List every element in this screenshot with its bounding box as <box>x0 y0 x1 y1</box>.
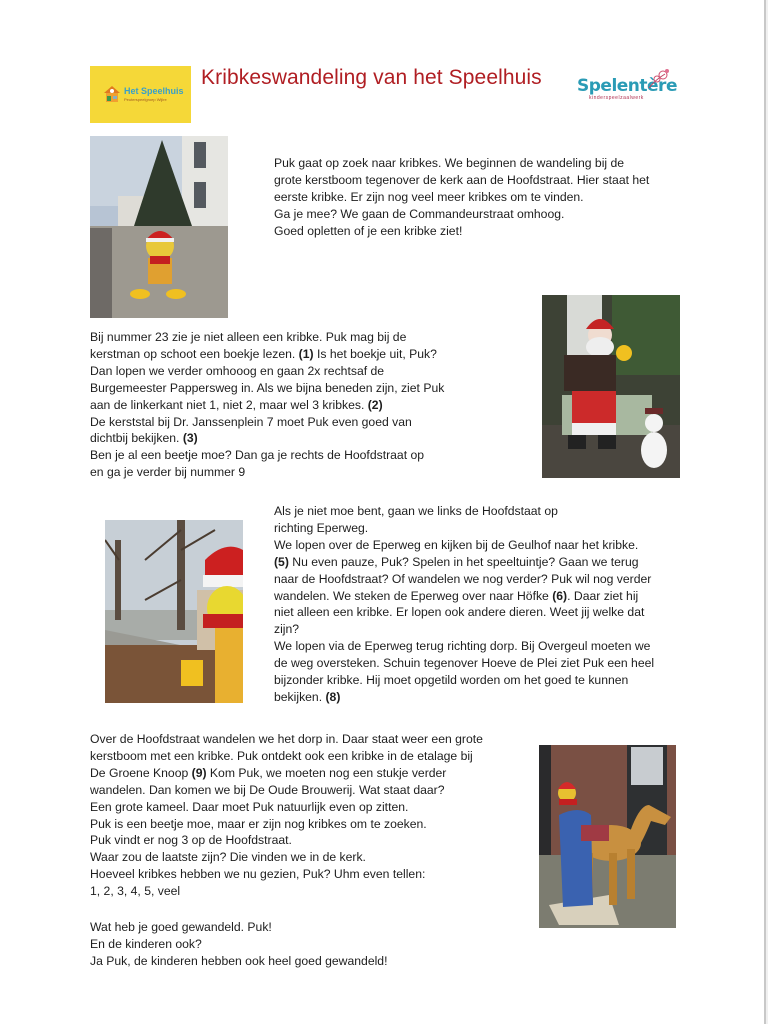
page-title: Kribkeswandeling van het Speelhuis <box>201 66 542 89</box>
text-line <box>90 414 444 431</box>
text-line: Wat heb je goed gewandeld. Puk! <box>90 920 272 934</box>
text-line <box>274 672 654 689</box>
text-line: En de kinderen ook? <box>90 936 202 951</box>
text-line: eerste kribke. Er zijn nog veel meer kribkes om te vinden. <box>274 189 584 204</box>
text-line <box>274 571 654 588</box>
line-text: dichtbij bekijken. <box>90 431 183 446</box>
text-line <box>90 849 483 866</box>
text-line <box>274 503 654 520</box>
text-line <box>90 731 483 748</box>
photo-haag <box>105 520 243 703</box>
text-line <box>90 866 483 883</box>
line-text: Ben je al een beetje moe? Dan ga je rechts de Hoofdstraat op <box>90 448 425 463</box>
marker-number: (6) <box>552 588 568 603</box>
marker-number: (8) <box>325 689 341 704</box>
logo-left-name: Het Speelhuis <box>124 86 184 96</box>
section-hoofdstraat <box>90 731 483 900</box>
text-line: Ga je mee? We gaan de Commandeurstraat omhoog. <box>274 206 565 221</box>
line-text: Waar zou de laatste zijn? Die vinden we in de kerk. <box>90 850 366 865</box>
text-line: Ja Puk, de kinderen hebben ook heel goed gewandeld! <box>90 953 388 968</box>
photo-kerstboom <box>90 136 228 318</box>
line-text: richting Eperweg. <box>274 520 369 535</box>
line-text: Burgemeester Pappersweg in. Als we bijna beneden zijn, ziet Puk <box>90 380 445 395</box>
kameel-photo-image <box>539 745 676 928</box>
spelentere-logo <box>575 68 675 106</box>
text-line <box>90 397 444 414</box>
text-line <box>90 447 444 464</box>
text-line: Goed opletten of je een kribke ziet! <box>274 223 463 238</box>
text-line <box>274 520 654 537</box>
line-text: De Groene Knoop <box>90 765 192 780</box>
line-text: niet alleen een kribke. Er lopen ook andere dieren. Weet jij welke dat <box>274 605 645 620</box>
text-line: Puk gaat op zoek naar kribkes. We beginnen de wandeling bij de <box>274 156 625 170</box>
haag-photo-image <box>105 520 243 703</box>
marker-number: (2) <box>367 397 383 412</box>
line-text: Bij nummer 23 zie je niet alleen een kribke. Puk mag bij de <box>90 330 407 344</box>
line-text: bijzonder kribke. Hij moet opgetild worden om het goed te kunnen <box>274 673 629 688</box>
section-eperweg <box>274 503 654 706</box>
text-line <box>90 782 483 799</box>
line-text: Een grote kameel. Daar moet Puk natuurlijk even op zitten. <box>90 799 409 814</box>
line-text: Kom Puk, we moeten nog een stukje verder <box>206 765 447 780</box>
photo-kerstman <box>542 295 680 478</box>
line-text: Puk vindt er nog 3 op de Hoofdstraat. <box>90 833 292 848</box>
line-text: zijn? <box>274 622 300 637</box>
text-line <box>90 430 444 447</box>
line-text: bekijken. <box>274 689 326 704</box>
flower-icon <box>645 68 671 90</box>
logo-left-tagline: Peuterspeelgroep Wijlre <box>124 97 167 102</box>
section-kerstman <box>90 329 444 481</box>
text-line <box>274 621 654 638</box>
line-text: 1, 2, 3, 4, 5, veel <box>90 884 181 899</box>
line-text: Nu even pauze, Puk? Spelen in het speeltuintje? Gaan we terug <box>288 554 639 569</box>
text-line <box>90 380 444 397</box>
logo-right-tagline: kinderspeelzaalwerk <box>589 95 644 101</box>
text-line <box>90 816 483 833</box>
line-text: Als je niet moe bent, gaan we links de Hoofdstaat op <box>274 504 558 518</box>
text-line <box>90 363 444 380</box>
line-text: We lopen via de Eperweg terug richting dorp. Bij Overgeul moeten we <box>274 639 651 654</box>
text-line <box>90 832 483 849</box>
text-line <box>90 883 483 900</box>
marker-number: (9) <box>191 765 207 780</box>
line-text: . Daar ziet hij <box>567 588 639 603</box>
text-line <box>90 765 483 782</box>
line-text: wandelen. We steken de Eperweg over naar Höfke <box>274 588 553 603</box>
marker-number: (1) <box>298 346 314 361</box>
text-line <box>90 799 483 816</box>
line-text: Puk is een beetje moe, maar er zijn nog kribkes om te zoeken. <box>90 816 427 831</box>
text-line <box>274 604 654 621</box>
text-line <box>90 346 444 363</box>
line-text: aan de linkerkant niet 1, niet 2, maar wel 3 kribkes. <box>90 397 368 412</box>
marker-number: (3) <box>182 431 198 446</box>
house-icon <box>103 85 121 103</box>
text-line <box>90 464 444 481</box>
line-text: kerstboom met een kribke. Puk ontdekt ook een kribke in de etalage bij <box>90 748 473 763</box>
line-text: Hoeveel kribkes hebben we nu gezien, Puk? Uhm even tellen: <box>90 867 426 882</box>
het-speelhuis-logo <box>90 66 191 123</box>
line-text: Is het boekje uit, Puk? <box>313 346 437 361</box>
line-text: De kerststal bij Dr. Janssenplein 7 moet Puk even goed van <box>90 414 412 429</box>
text-line <box>274 638 654 655</box>
closing-paragraph <box>90 919 387 970</box>
line-text: kerstman op schoot een boekje lezen. <box>90 346 299 361</box>
line-text: en ga je verder bij nummer 9 <box>90 465 246 480</box>
kerstman-photo-image <box>542 295 680 478</box>
text-line <box>274 537 654 554</box>
text-line <box>274 554 654 571</box>
text-line: grote kerstboom tegenover de kerk aan de Hoofdstraat. Hier staat het <box>274 172 650 187</box>
text-line <box>274 689 654 706</box>
line-text: naar de Hoofdstraat? Of wandelen we nog verder? Puk wil nog verder <box>274 571 652 586</box>
text-line <box>274 588 654 605</box>
text-line <box>90 329 444 346</box>
line-text: We lopen over de Eperweg en kijken bij de Geulhof naar het kribke. <box>274 537 639 552</box>
logo-right-name: Spelentère <box>577 76 677 96</box>
marker-number: (5) <box>274 554 289 569</box>
intro-paragraph <box>274 155 649 240</box>
line-text: de weg oversteken. Schuin tegenover Hoeve de Plei ziet Puk een heel <box>274 656 655 671</box>
text-line <box>90 748 483 765</box>
line-text: wandelen. Dan komen we bij De Oude Brouwerij. Wat staat daar? <box>90 782 445 797</box>
line-text: Dan lopen we verder omhooog en gaan 2x rechtsaf de <box>90 363 385 378</box>
text-line <box>274 655 654 672</box>
kerstboom-photo-image <box>90 136 228 318</box>
line-text: Over de Hoofdstraat wandelen we het dorp in. Daar staat weer een grote <box>90 732 483 746</box>
photo-kameel <box>539 745 676 928</box>
